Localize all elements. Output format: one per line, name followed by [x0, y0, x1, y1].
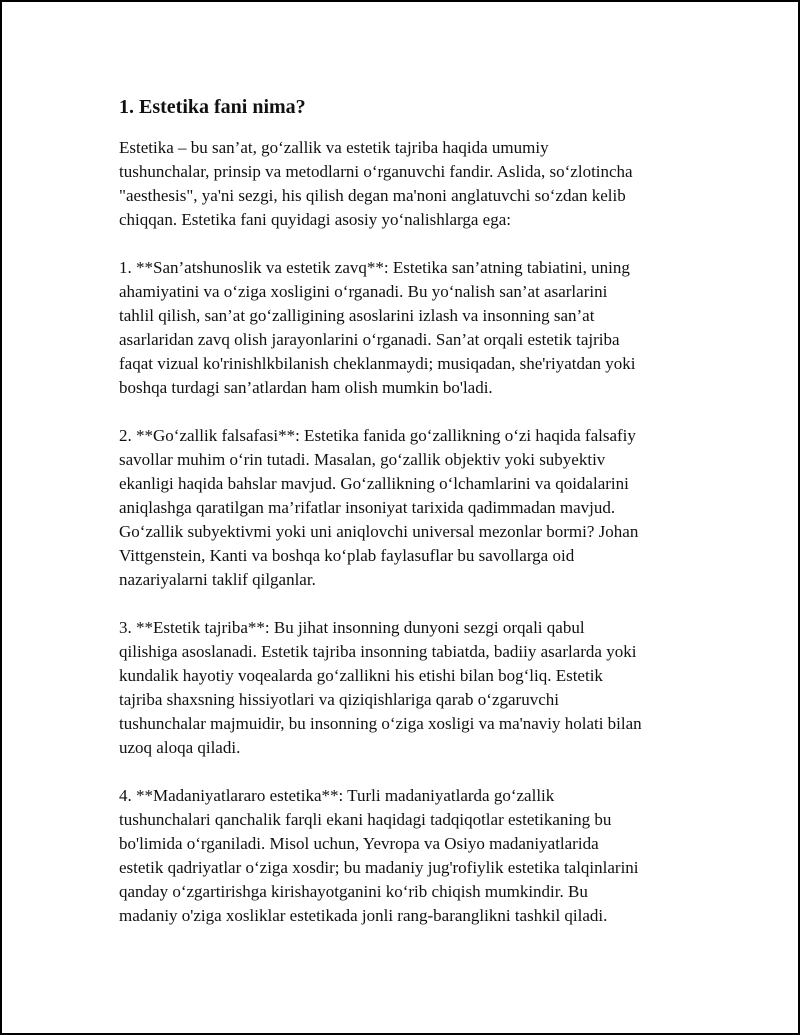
paragraph-line: 3. **Estetik tajriba**: Bu jihat insonning dunyoni sezgi orqali qabul	[119, 618, 585, 637]
paragraph-line: faqat vizual ko'rinishlkbilanish cheklanmaydi; musiqadan, she'riyatdan yoki	[119, 354, 636, 373]
paragraph-line: aniqlashga qaratilgan ma’rifatlar insoniyat tarixida qadimmadan mavjud.	[119, 498, 616, 517]
paragraph-line: tushunchalar, prinsip va metodlarni o‘rganuvchi fandir. Aslida, so‘zlotincha	[119, 162, 633, 181]
paragraph-line: tushunchalari qanchalik farqli ekani haqidagi tadqiqotlar estetikaning bu	[119, 810, 612, 829]
paragraph-line: tajriba shaxsning hissiyotlari va qiziqishlariga qarab o‘zgaruvchi	[119, 690, 559, 709]
paragraph-line: boshqa turdagi san’atlardan ham olish mumkin bo'ladi.	[119, 378, 493, 397]
paragraph-line: kundalik hayotiy voqealarda go‘zallikni his etishi bilan bog‘liq. Estetik	[119, 666, 603, 685]
paragraph-line: madaniy o'ziga xosliklar estetikada jonli rang-baranglikni tashkil qiladi.	[119, 906, 608, 925]
paragraph-line: tushunchalar majmuidir, bu insonning o‘ziga xosligi va ma'naviy holati bilan	[119, 714, 642, 733]
paragraph-line: savollar muhim o‘rin tutadi. Masalan, go‘zallik objektiv yoki subyektiv	[119, 450, 606, 469]
paragraph-line: 4. **Madaniyatlararo estetika**: Turli madaniyatlarda go‘zallik	[119, 786, 555, 805]
paragraph-intro	[119, 136, 694, 232]
paragraph-line: chiqqan. Estetika fani quyidagi asosiy yo‘nalishlarga ega:	[119, 210, 511, 229]
paragraph-line: Go‘zallik subyektivmi yoki uni aniqlovchi universal mezonlar bormi? Johan	[119, 522, 639, 541]
paragraph-line: uzoq aloqa qiladi.	[119, 738, 241, 757]
paragraph-line: asarlaridan zavq olish jarayonlarini o‘rganadi. San’at orqali estetik tajriba	[119, 330, 620, 349]
paragraph-line: qanday o‘zgartirishga kirishayotganini ko‘rib chiqish mumkindir. Bu	[119, 882, 588, 901]
paragraph-line: ekanligi haqida bahslar mavjud. Go‘zallikning o‘lchamlarini va qoidalarini	[119, 474, 629, 493]
paragraph-line: qilishiga asoslanadi. Estetik tajriba insonning tabiatda, badiiy asarlarda yoki	[119, 642, 637, 661]
paragraph-section-4	[119, 784, 694, 928]
paragraph-line: 1. **San’atshunoslik va estetik zavq**: Estetika san’atning tabiatini, uning	[119, 258, 630, 277]
paragraph-section-3	[119, 616, 694, 760]
paragraph-line: "aesthesis", ya'ni sezgi, his qilish degan ma'noni anglatuvchi so‘zdan kelib	[119, 186, 626, 205]
paragraph-line: nazariyalarni taklif qilganlar.	[119, 570, 316, 589]
paragraph-line: Vittgenstein, Kanti va boshqa ko‘plab faylasuflar bu savollarga oid	[119, 546, 575, 565]
paragraph-line: tahlil qilish, san’at go‘zalligining asoslarini izlash va insonning san’at	[119, 306, 595, 325]
paragraph-line: Estetika – bu san’at, go‘zallik va estetik tajriba haqida umumiy	[119, 138, 549, 157]
document-title: 1. Estetika fani nima?	[119, 96, 306, 118]
paragraph-line: 2. **Go‘zallik falsafasi**: Estetika fanida go‘zallikning o‘zi haqida falsafiy	[119, 426, 636, 445]
document-content	[119, 94, 694, 952]
paragraph-section-2	[119, 424, 694, 592]
paragraph-line: estetik qadriyatlar o‘ziga xosdir; bu madaniy jug'rofiylik estetika talqinlarini	[119, 858, 639, 877]
paragraph-line: ahamiyatini va o‘ziga xosligini o‘rganadi. Bu yo‘nalish san’at asarlarini	[119, 282, 608, 301]
paragraph-line: bo'limida o‘rganiladi. Misol uchun, Yevropa va Osiyo madaniyatlarida	[119, 834, 599, 853]
paragraph-section-1	[119, 256, 694, 400]
